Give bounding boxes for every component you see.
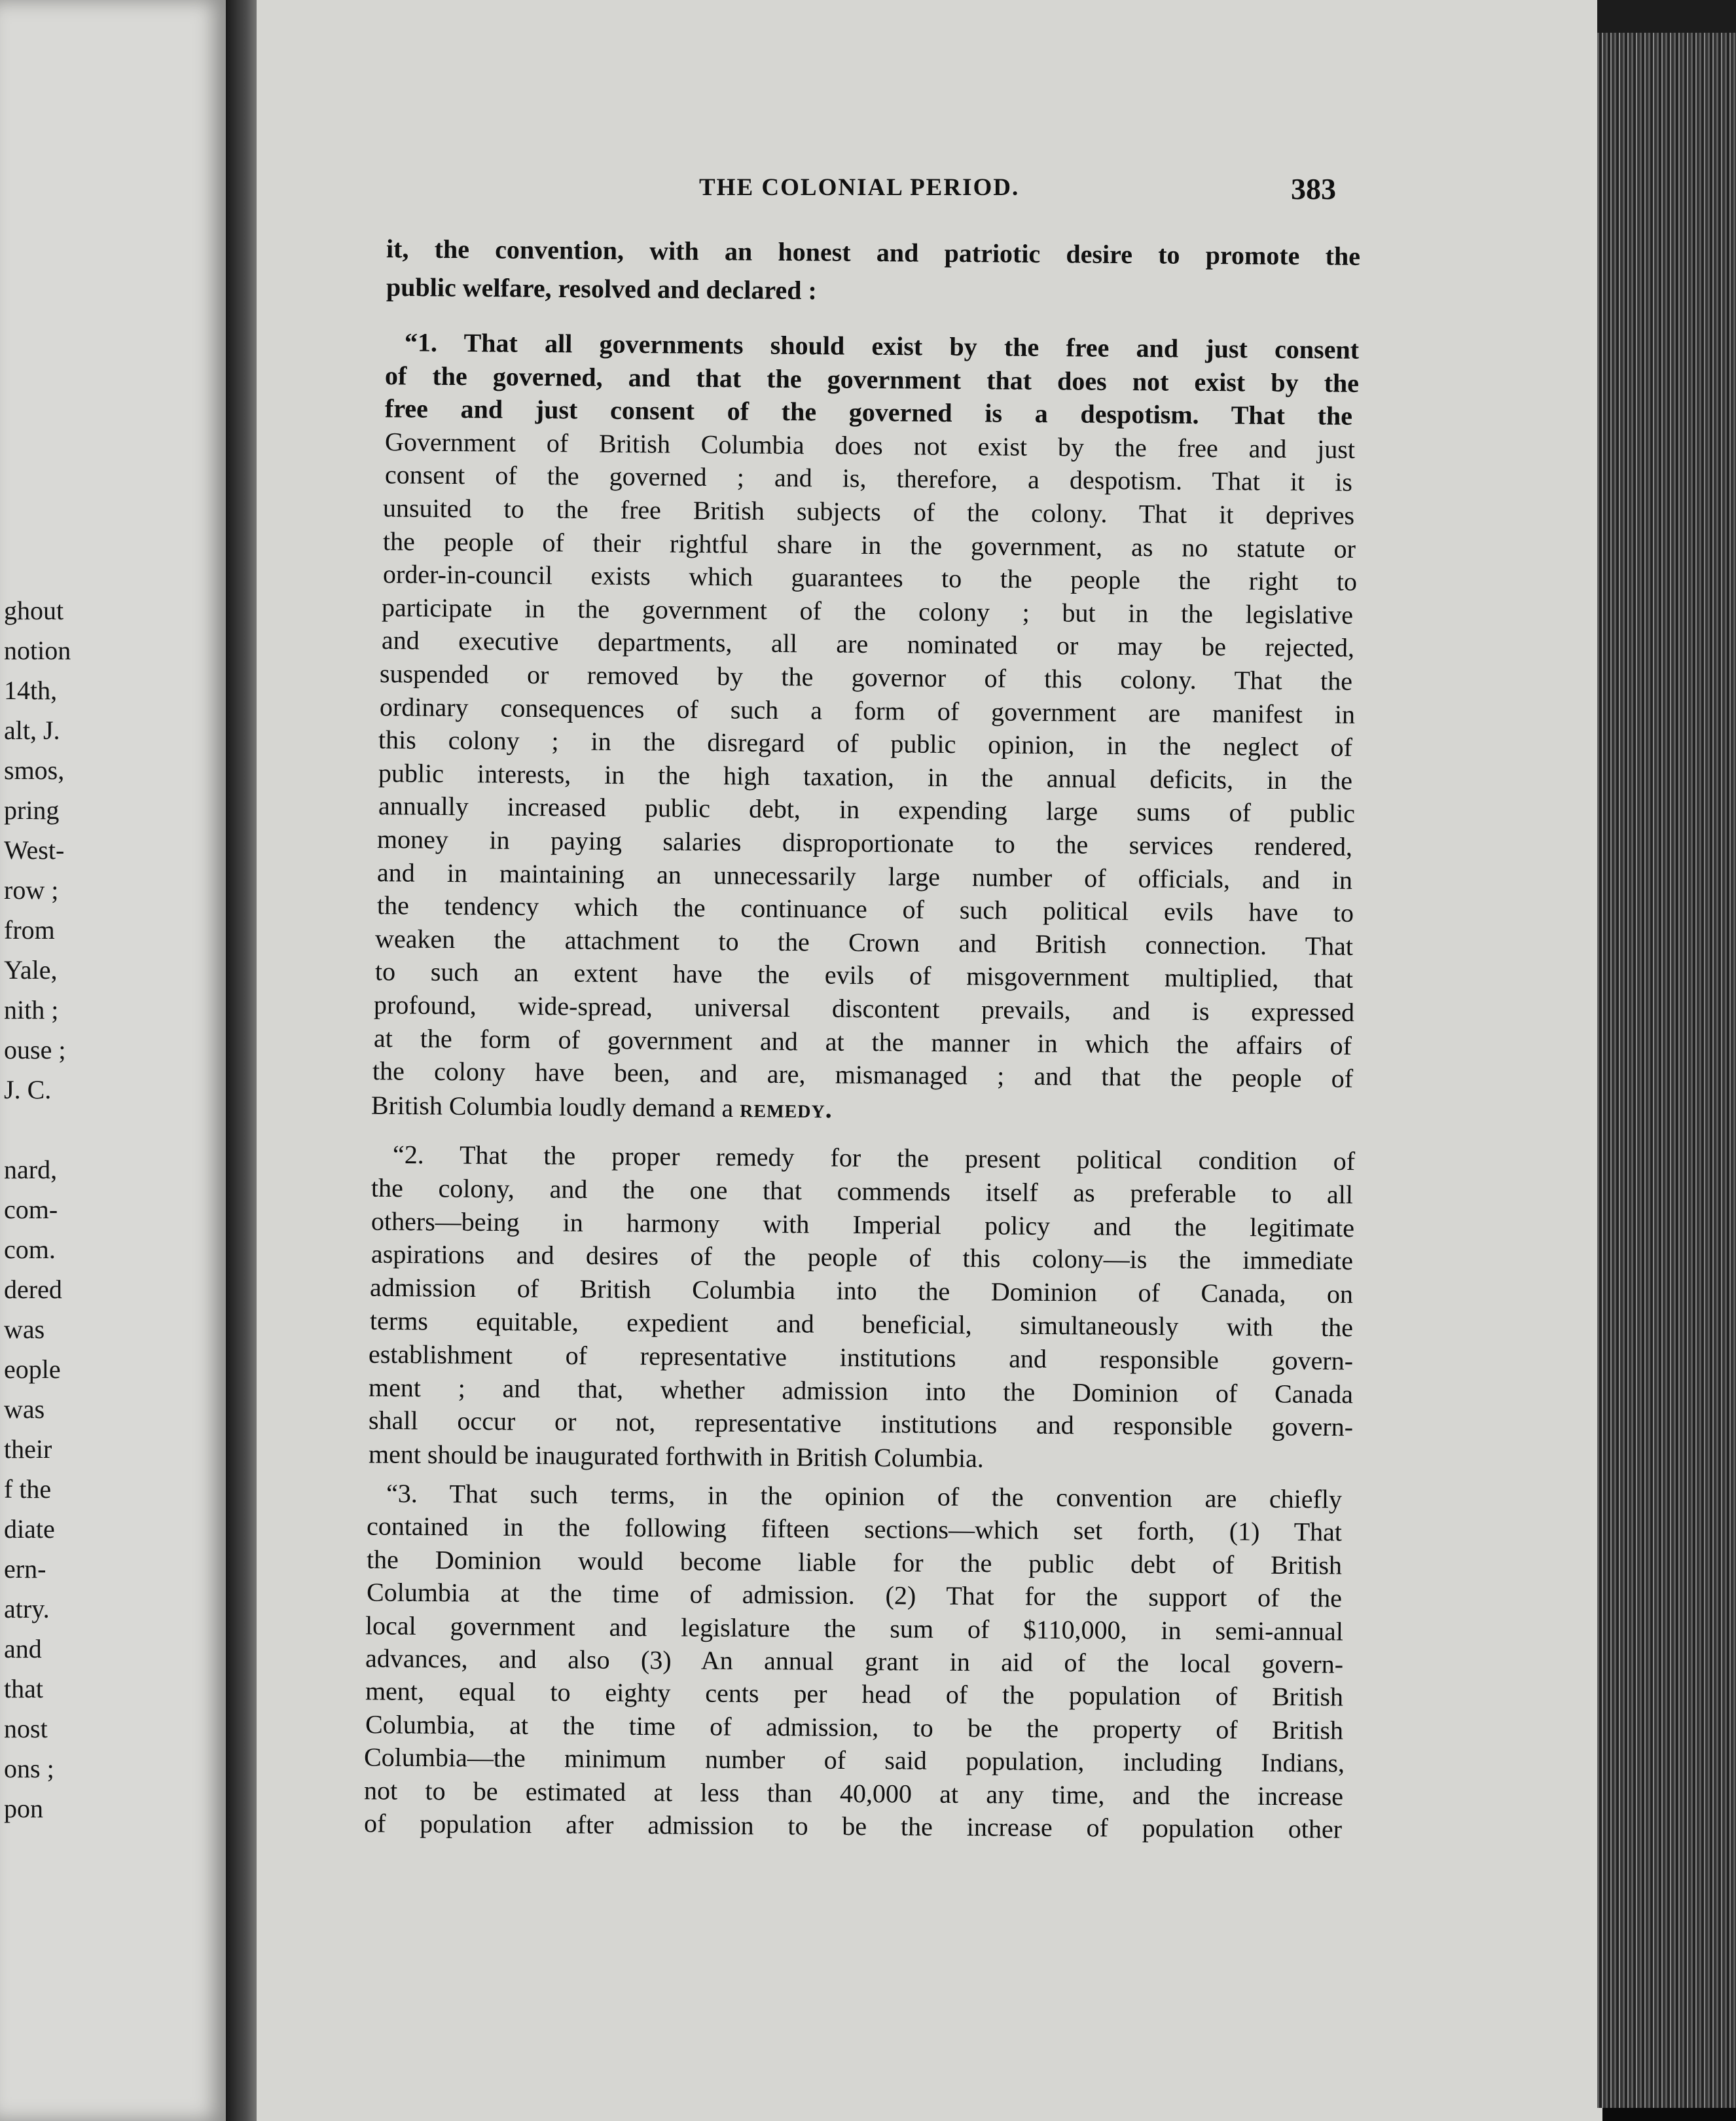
resolution-1-text: British Columbia loudly demand a — [371, 1090, 740, 1123]
resolution-1-line: unsuited to the free British subjects of the colony. That it deprives — [382, 493, 1355, 530]
resolution-1-line: at the form of government and at the manner in which the affairs of — [373, 1023, 1352, 1060]
resolution-3-line: ment, equal to eighty cents per head of the population of British — [365, 1676, 1344, 1712]
resolution-2-line: establishment of representative institutions and responsible govern- — [368, 1339, 1354, 1376]
resolution-3-line: of population after admission to be the increase of population other — [363, 1808, 1343, 1844]
resolution-3-line: the Dominion would become liable for the public debt of British — [366, 1544, 1343, 1580]
resolution-1-line: order-in-council exists which guarantees to the people the right to — [382, 559, 1358, 597]
resolution-2-line: ment should be inaugurated forthwith in British Columbia. — [368, 1439, 985, 1474]
facing-page-text-fragment: Yale, — [4, 955, 58, 985]
body-text-line: it, the convention, with an honest and patriotic desire to promote the — [386, 234, 1361, 271]
resolution-1-line: to such an extent have the evils of misgovernment multiplied, that — [374, 956, 1354, 994]
resolution-2-line: others—being in harmony with Imperial policy and the legitimate — [371, 1206, 1355, 1242]
resolution-1-line: the colony have been, and are, mismanaged ; and that the people of — [372, 1056, 1354, 1094]
resolution-1-line: participate in the government of the colony ; but in the legislative — [381, 592, 1354, 630]
resolution-1-line: “1. That all governments should exist by the free and just consent — [404, 327, 1360, 365]
resolution-3-line: advances, and also (3) An annual grant in aid of the local govern- — [365, 1643, 1344, 1679]
resolution-2-line: ment ; and that, whether admission into the Dominion of Canada — [368, 1372, 1354, 1409]
facing-page-text-fragment: alt, J. — [4, 716, 60, 745]
facing-page-text-fragment: smos, — [4, 755, 65, 785]
running-head: THE COLONIAL PERIOD. — [699, 174, 1020, 201]
resolution-2-line: terms equitable, expedient and beneficial, simultaneously with the — [369, 1305, 1354, 1343]
facing-page-text-fragment: J. C. — [4, 1075, 52, 1104]
facing-page-text-fragment: nost — [4, 1714, 48, 1743]
facing-page-text-fragment: diate — [4, 1514, 55, 1544]
facing-page-text-fragment: com- — [4, 1195, 58, 1224]
resolution-3-line: Columbia, at the time of admission, to be the property of British — [365, 1709, 1344, 1745]
resolution-1-line: free and just consent of the governed is a despotism. That the — [384, 393, 1353, 431]
resolution-1-line: of the governed, and that the government that does not exist by the — [384, 360, 1360, 398]
resolution-3-line: Columbia at the time of admission. (2) That for the support of the — [366, 1577, 1343, 1613]
resolution-1-line: annually increased public debt, in expending large sums of public — [378, 791, 1356, 829]
facing-page-text-fragment: nith ; — [4, 995, 59, 1024]
facing-page-text-fragment: ouse ; — [4, 1035, 66, 1064]
remedy-emphasis: remedy. — [740, 1093, 833, 1124]
resolution-1-line: the people of their rightful share in the government, as no statute or — [382, 526, 1356, 564]
resolution-3-line: Columbia—the minimum number of said population, including Indians, — [363, 1742, 1345, 1778]
resolution-2-line: aspirations and desires of the people of this colony—is the immediate — [371, 1239, 1354, 1276]
facing-page-text-fragment: ghout — [4, 596, 64, 625]
resolution-3-line: contained in the following fifteen sections—which set forth, (1) That — [366, 1511, 1343, 1547]
page-edge-stack — [1597, 33, 1736, 2108]
facing-page-text-fragment: dered — [4, 1275, 62, 1304]
resolution-1-line: ordinary consequences of such a form of government are manifest in — [379, 691, 1356, 729]
resolution-1-line: and in maintaining an unnecessarily large number of officials, and in — [376, 857, 1353, 895]
resolution-1-line: and executive departments, all are nominated or may be rejected, — [381, 625, 1355, 663]
resolution-1-line: consent of the governed ; and is, therefore, a despotism. That it is — [384, 460, 1353, 498]
resolution-2-line: “2. That the proper remedy for the present political condition of — [392, 1139, 1356, 1176]
facing-page-text-fragment: com. — [4, 1235, 56, 1264]
facing-page-text-fragment: 14th, — [4, 676, 58, 705]
facing-page-text-fragment: and — [4, 1634, 42, 1663]
facing-page-text-fragment: atry. — [4, 1594, 50, 1623]
facing-page-text-fragment: eople — [4, 1354, 61, 1384]
resolution-3-line: “3. That such terms, in the opinion of the convention are chiefly — [386, 1478, 1343, 1514]
facing-page-text-fragment: f the — [4, 1474, 52, 1504]
resolution-1-line: the tendency which the continuance of such political evils have to — [376, 890, 1354, 928]
resolution-1-line: profound, wide-spread, universal discontent prevails, and is expressed — [373, 990, 1355, 1027]
resolution-1-line: public interests, in the high taxation, in the annual deficits, in the — [378, 757, 1353, 795]
resolution-1-line: weaken the attachment to the Crown and British connection. That — [374, 923, 1354, 961]
facing-page-text-fragment: ern- — [4, 1554, 46, 1584]
resolution-2-line: the colony, and the one that commends itself as preferable to all — [371, 1172, 1354, 1210]
page-number: 383 — [1291, 172, 1336, 206]
facing-page-text-fragment: was — [4, 1314, 45, 1344]
resolution-1-line: suspended or removed by the governor of this colony. That the — [379, 659, 1353, 696]
facing-page-text-fragment: row ; — [4, 875, 59, 905]
facing-page-text-fragment: that — [4, 1674, 43, 1703]
facing-page-text-fragment: West- — [4, 835, 65, 865]
body-text-line: public welfare, resolved and declared : — [386, 272, 817, 305]
resolution-1-line: Government of British Columbia does not exist by the free and just — [384, 426, 1356, 464]
facing-page-text-fragment: pon — [4, 1794, 43, 1823]
resolution-3-line: local government and legislature the sum of $110,000, in semi-annual — [365, 1610, 1344, 1646]
facing-page-text-fragment: pring — [4, 795, 60, 825]
page-edge-shadow — [1597, 0, 1736, 33]
facing-page-text-fragment: from — [4, 915, 55, 945]
resolution-1-line: money in paying salaries disproportionate to the services rendered, — [376, 824, 1353, 861]
resolution-2-line: admission of British Columbia into the Dominion of Canada, on — [369, 1272, 1354, 1309]
facing-page-text-fragment: notion — [4, 636, 71, 665]
facing-page-text-fragment: ons ; — [4, 1754, 54, 1783]
facing-page-fragment — [0, 0, 226, 2121]
facing-page-text-fragment: was — [4, 1394, 45, 1424]
resolution-3-line: not to be estimated at less than 40,000 at any time, and the increase — [363, 1775, 1344, 1811]
resolution-1-line: this colony ; in the disregard of public opinion, in the neglect of — [378, 725, 1353, 763]
resolution-1-line — [371, 1089, 1091, 1128]
facing-page-text-fragment: their — [4, 1434, 52, 1464]
resolution-2-line: shall occur or not, representative institutions and responsible govern- — [368, 1405, 1354, 1442]
facing-page-text-fragment: nard, — [4, 1155, 58, 1184]
